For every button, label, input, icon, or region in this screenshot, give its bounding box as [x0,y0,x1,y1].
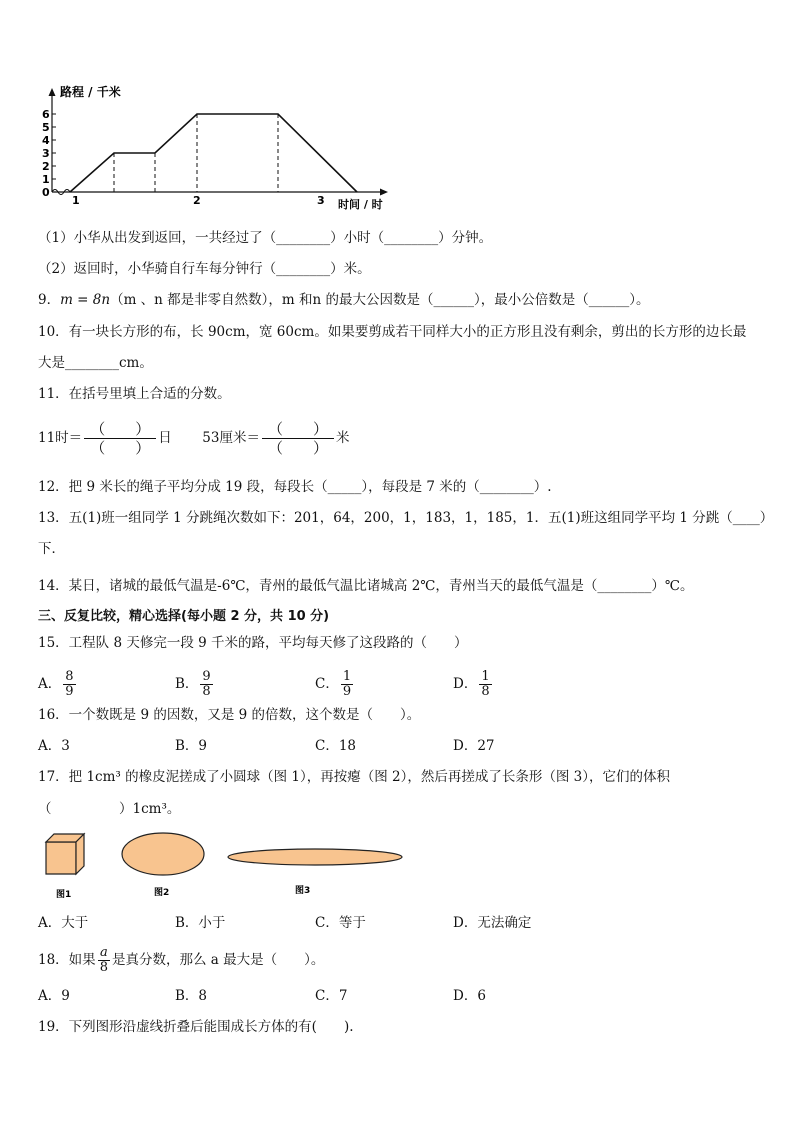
q11-right-lhs: 53厘米＝ [202,430,260,446]
q15-option-d[interactable]: D． $\frac{1}{8}$ [453,669,490,699]
q16-option-d[interactable]: D．27 [453,738,495,754]
q19-stem: 19．下列图形沿虚线折叠后能围成长方体的有( ). [38,1019,354,1035]
route-line [70,114,357,192]
cube-figure [46,834,84,874]
x-axis-label: 时间 / 时 [338,198,383,211]
long-strip-figure [228,849,402,865]
q13-line1: 13．五(1)班一组同学 1 分跳绳次数如下：201，64，200，1，183，1，185，1．五(1)班这组同学平均 1 分跳（____） [38,510,774,526]
q8-part2: （2）返回时，小华骑自行车每分钟行（________）米。 [38,261,371,277]
y-axis-label: 路程 / 千米 [60,85,121,99]
q18-option-c[interactable]: C．7 [315,988,348,1004]
q11-right-fraction: $\frac{( )}{( )}$ [262,420,334,457]
q16-option-c[interactable]: C．18 [315,738,357,754]
q15-options [38,660,738,698]
y-tick-1: 1 [42,173,50,186]
q14: 14．某日，诸城的最低气温是-6℃，青州的最低气温比诸城高 2℃，青州当天的最低气温是（________）℃。 [38,578,694,594]
q10-line1: 10．有一块长方形的布，长 90cm，宽 60cm。如果要剪成若干同样大小的正方形且没有剩余，剪出的长方形的边长最 [38,324,747,340]
q17-option-d[interactable]: D．无法确定 [453,915,532,931]
q9-rest-b: m 和n 的最大公因数是（______），最小公倍数是（______）。 [281,292,650,308]
q15-option-b[interactable]: B． $\frac{9}{8}$ [175,669,211,699]
y-tick-6: 6 [42,108,50,121]
fig2-label: 图2 [154,888,170,898]
y-axis-arrow [49,88,56,96]
q17-line2: （ ）1cm³。 [38,801,181,817]
y-tick-0: 0 [42,186,50,199]
q17-option-b[interactable]: B．小于 [175,915,226,931]
q9-number: 9． [38,292,61,308]
q11-left-lhs: 11时＝ [38,430,83,446]
q15-stem: 15．工程队 8 天修完一段 9 千米的路，平均每天修了这段路的（ ） [38,635,468,651]
distance-time-graph [30,80,400,215]
x-tick-2: 2 [193,194,201,207]
q15-option-a[interactable]: A． $\frac{8}{9}$ [38,669,74,699]
x-axis-arrow [380,189,388,196]
x-tick-1: 1 [72,194,80,207]
q16-stem: 16．一个数既是 9 的因数，又是 9 的倍数，这个数是（ ）。 [38,707,421,723]
q18-fraction: $\frac{a}{8}$ [99,945,108,975]
q16-option-a[interactable]: A．3 [38,738,70,754]
y-ticks [42,108,56,199]
q18-option-a[interactable]: A．9 [38,988,70,1004]
q12: 12．把 9 米长的绳子平均分成 19 段，每段长（_____），每段是 7 米的（________）. [38,479,552,495]
fig3-label: 图3 [295,886,311,896]
q8-part1: （1）小华从出发到返回，一共经过了（________）小时（________）分钟。 [38,230,493,246]
q10-line2: 大是________cm。 [38,355,153,371]
section-3-title: 三、反复比较，精心选择(每小题 2 分，共 10 分) [38,609,330,624]
q11-left-unit: 日 [158,430,172,446]
y-tick-3: 3 [42,147,50,160]
y-tick-5: 5 [42,121,50,134]
y-tick-2: 2 [42,160,50,173]
q17-figures [38,828,418,900]
x-tick-3: 3 [317,194,325,207]
q9 [38,291,649,309]
y-tick-4: 4 [42,134,50,147]
q16-option-b[interactable]: B．9 [175,738,208,754]
q11-prompt: 11．在括号里填上合适的分数。 [38,386,231,402]
q9-expression: m = 8n [60,292,111,308]
q15-option-c[interactable]: C． $\frac{1}{9}$ [315,669,352,699]
q9-rest-a: （m 、n 都是非零自然数）， [110,292,282,308]
q11-right-unit: 米 [336,430,350,446]
q11-fractions [38,416,350,460]
q11-left-fraction: $\frac{( )}{( )}$ [84,420,156,457]
q17-option-a[interactable]: A．大于 [38,915,89,931]
q13-line2: 下． [38,541,65,557]
q18-stem: 18．如果 $\frac{a}{8}$ 是真分数，那么 a 最大是（ ）。 [38,945,325,975]
flattened-disc-figure [122,833,204,875]
q17-line1: 17．把 1cm³ 的橡皮泥搓成了小圆球（图 1），再按瘪（图 2），然后再搓成了长条形（图 3），它们的体积 [38,769,671,785]
q18-option-b[interactable]: B．8 [175,988,208,1004]
q18-option-d[interactable]: D．6 [453,988,486,1004]
q17-option-c[interactable]: C．等于 [315,915,366,931]
fig1-label: 图1 [56,890,72,900]
